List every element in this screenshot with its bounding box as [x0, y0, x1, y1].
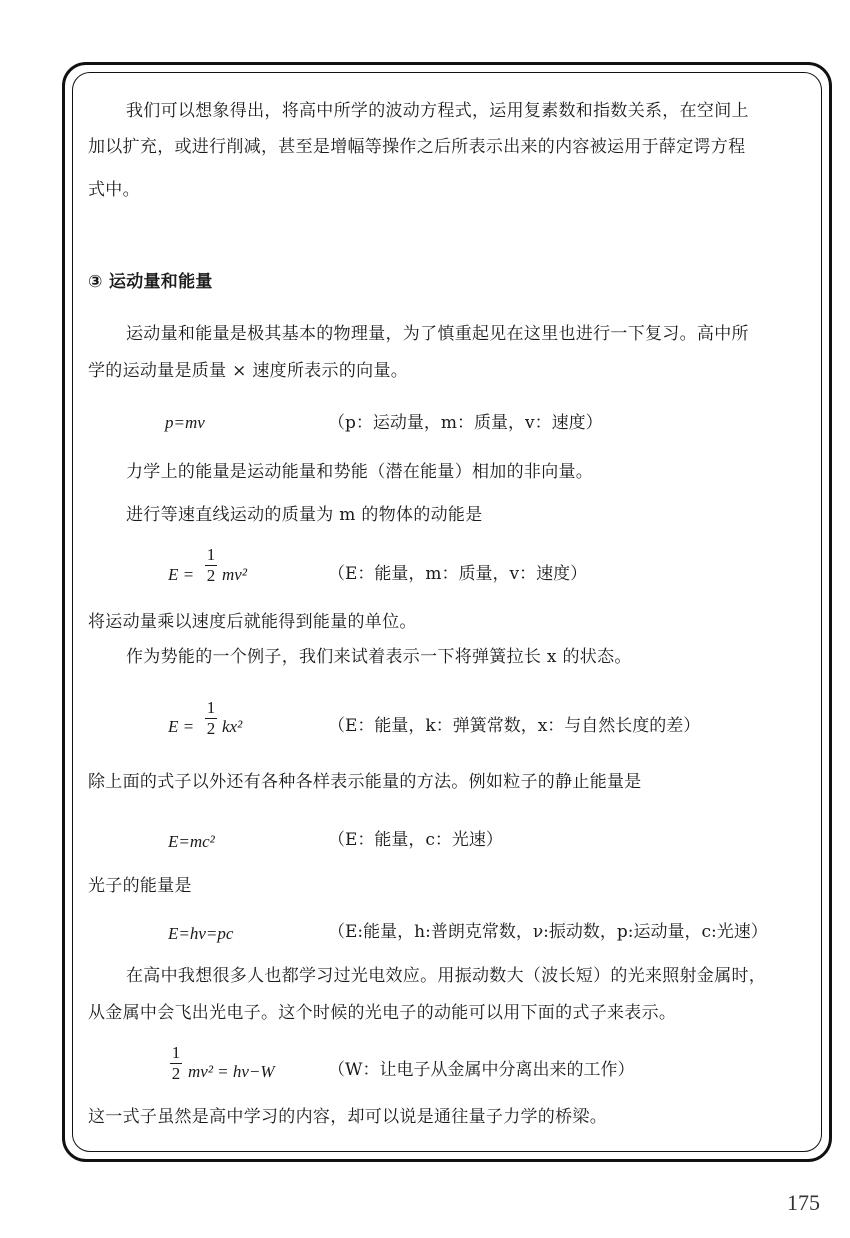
formula2-lhs: E = [168, 565, 195, 584]
formula6-numerator: 1 [171, 1043, 181, 1062]
formula6-rest: mv² = hν−W [188, 1062, 275, 1081]
section-heading: ③ 运动量和能量 [88, 272, 213, 292]
formula6-note: （W：让电子从金属中分离出来的工作） [328, 1060, 635, 1080]
paragraph10: 这一式子虽然是高中学习的内容，却可以说是通往量子力学的桥梁。 [88, 1107, 607, 1127]
formula2-denominator: 2 [206, 566, 216, 586]
formula2-rest: mv² [222, 565, 247, 584]
formula3-denominator: 2 [206, 719, 216, 739]
paragraph2-line2: 学的运动量是质量 × 速度所表示的向量。 [88, 361, 409, 381]
paragraph6: 作为势能的一个例子，我们来试着表示一下将弹簧拉长 x 的状态。 [126, 647, 632, 667]
formula4-note: （E：能量，c：光速） [328, 830, 503, 850]
formula3-note: （E：能量，k：弹簧常数，x：与自然长度的差） [328, 716, 701, 736]
formula6-denominator: 2 [171, 1064, 181, 1084]
paragraph9-line2: 从金属中会飞出光电子。这个时候的光电子的动能可以用下面的式子来表示。 [88, 1003, 677, 1023]
paragraph3: 力学上的能量是运动能量和势能（潜在能量）相加的非向量。 [126, 462, 594, 482]
formula1-note: （p：运动量，m：质量，v：速度） [328, 413, 603, 433]
paragraph1-line3: 式中。 [88, 180, 140, 200]
paragraph2-line1: 运动量和能量是极其基本的物理量，为了慎重起见在这里也进行一下复习。高中所 [126, 324, 749, 344]
paragraph9-line1: 在高中我想很多人也都学习过光电效应。用振动数大（波长短）的光来照射金属时， [126, 966, 767, 986]
paragraph1-line1: 我们可以想象得出，将高中所学的波动方程式，运用复素数和指数关系，在空间上 [126, 101, 749, 121]
formula5-expression: E=hν=pc [168, 924, 234, 943]
page-number: 175 [787, 1190, 820, 1215]
formula3-rest: kx² [222, 717, 243, 736]
formula4-expression: E=mc² [168, 832, 215, 851]
formula3-lhs: E = [168, 717, 195, 736]
paragraph5: 将运动量乘以速度后就能得到能量的单位。 [88, 612, 417, 632]
formula2-fraction [205, 546, 217, 585]
formula5-note: （E:能量，h:普朗克常数，ν:振动数，p:运动量，c:光速） [328, 922, 768, 942]
paragraph8: 光子的能量是 [88, 876, 192, 896]
formula2-numerator: 1 [206, 545, 216, 564]
paragraph1-line2: 加以扩充，或进行削减，甚至是增幅等操作之后所表示出来的内容被运用于薛定谔方程 [88, 137, 746, 157]
formula3-fraction [205, 699, 217, 738]
paragraph7: 除上面的式子以外还有各种各样表示能量的方法。例如粒子的静止能量是 [88, 772, 642, 792]
formula1-expression: p=mv [165, 413, 205, 432]
formula2-note: （E：能量，m：质量，v：速度） [328, 564, 588, 584]
paragraph4: 进行等速直线运动的质量为 m 的物体的动能是 [126, 505, 483, 525]
formula6-fraction [170, 1044, 182, 1083]
formula3-numerator: 1 [206, 698, 216, 717]
